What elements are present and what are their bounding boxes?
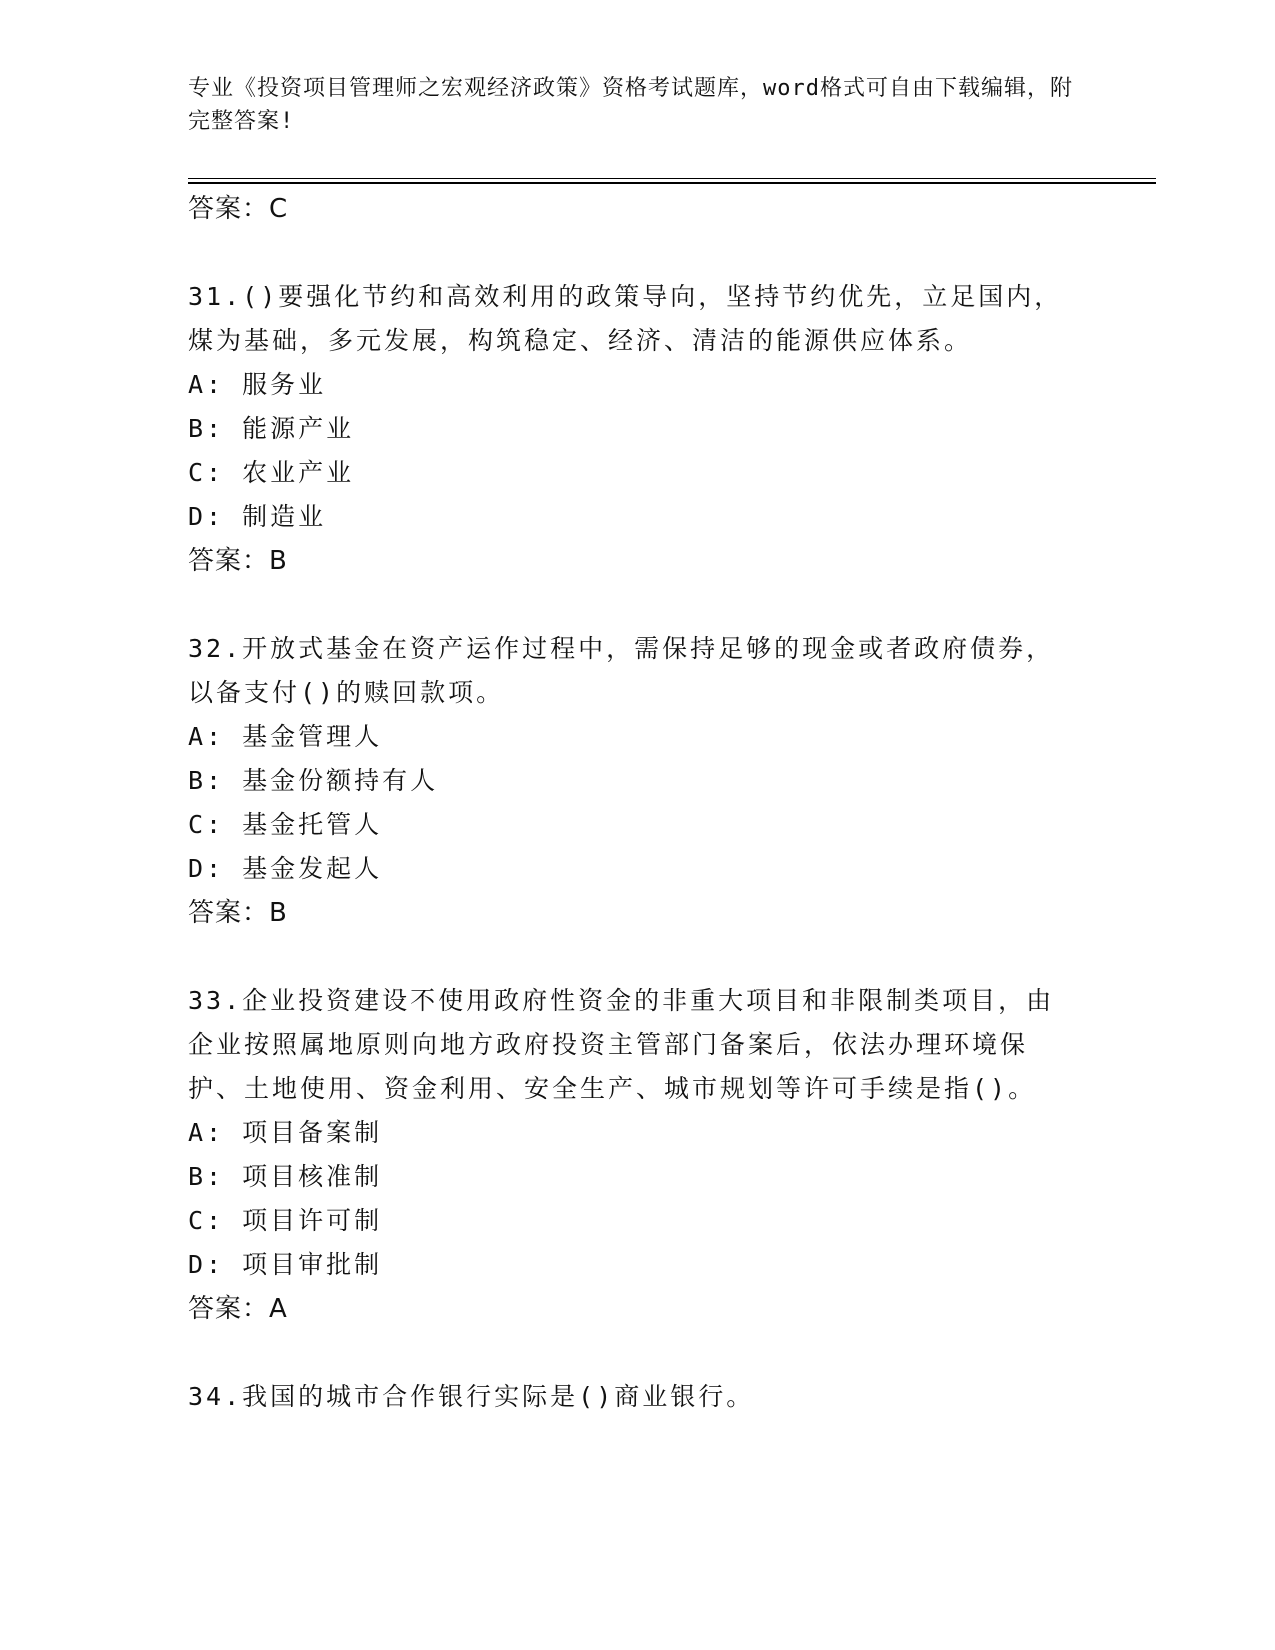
question-33-option-b: B: 项目核准制: [188, 1162, 383, 1191]
question-31-option-d: D: 制造业: [188, 502, 327, 531]
question-32-option-d: D: 基金发起人: [188, 854, 383, 883]
header-divider-thin: [188, 178, 1156, 179]
question-31-option-c: C: 农业产业: [188, 458, 355, 487]
question-32-answer: 答案：B: [188, 898, 288, 928]
question-33-text-line-1: 33.企业投资建设不使用政府性资金的非重大项目和非限制类项目，由: [188, 986, 1055, 1015]
question-33-option-a: A: 项目备案制: [188, 1118, 383, 1147]
question-31-text-line-2: 煤为基础，多元发展，构筑稳定、经济、清洁的能源供应体系。: [188, 326, 973, 355]
question-31-answer: 答案：B: [188, 546, 288, 576]
question-33-option-d: D: 项目审批制: [188, 1250, 383, 1279]
question-31-option-b: B: 能源产业: [188, 414, 355, 443]
question-32-option-c: C: 基金托管人: [188, 810, 383, 839]
question-32-text-line-2: 以备支付()的赎回款项。: [188, 678, 505, 707]
question-34-text-line-1: 34.我国的城市合作银行实际是()商业银行。: [188, 1382, 755, 1411]
previous-answer: 答案：C: [188, 194, 289, 224]
question-33-text-line-2: 企业按照属地原则向地方政府投资主管部门备案后，依法办理环境保: [188, 1030, 1029, 1059]
question-32-option-a: A: 基金管理人: [188, 722, 383, 751]
question-32-text-line-1: 32.开放式基金在资产运作过程中，需保持足够的现金或者政府债券，: [188, 634, 1055, 663]
question-31-option-a: A: 服务业: [188, 370, 327, 399]
question-32-option-b: B: 基金份额持有人: [188, 766, 439, 795]
document-intro: 专业《投资项目管理师之宏观经济政策》资格考试题库，word格式可自由下载编辑，附完整答案!: [188, 76, 1073, 134]
question-33-text-line-3: 护、土地使用、资金利用、安全生产、城市规划等许可手续是指()。: [188, 1074, 1037, 1103]
question-33-answer: 答案：A: [188, 1294, 288, 1324]
question-33-option-c: C: 项目许可制: [188, 1206, 383, 1235]
header-divider-thick: [188, 182, 1156, 184]
question-31-text-line-1: 31.()要强化节约和高效利用的政策导向，坚持节约优先，立足国内，: [188, 282, 1063, 311]
